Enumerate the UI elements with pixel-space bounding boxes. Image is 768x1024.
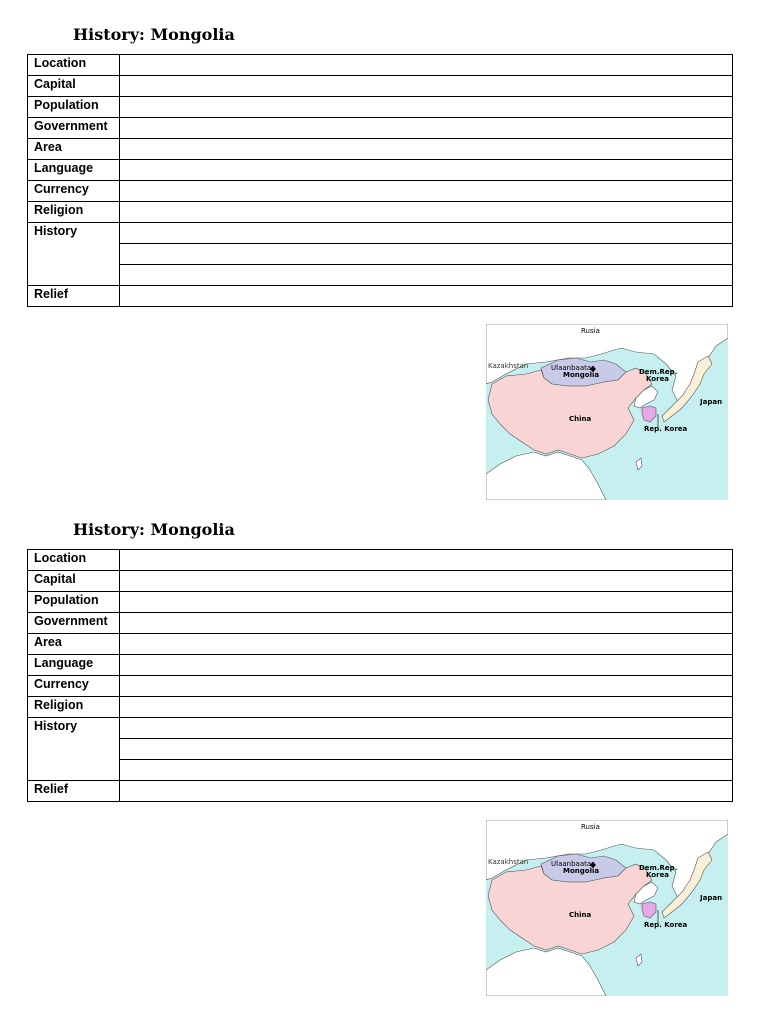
row-label-language: Language: [28, 655, 120, 676]
map-label-north-korea: Dem.Rep.: [639, 864, 678, 872]
table-row: [28, 55, 733, 76]
map-label-kazakhstan: Kazakhstan: [488, 362, 529, 370]
currency-answer-cell[interactable]: [120, 676, 733, 697]
population-answer-cell[interactable]: [120, 97, 733, 118]
table-row: [28, 118, 733, 139]
row-label-population: Population: [28, 592, 120, 613]
history-answer-cell[interactable]: [120, 760, 733, 781]
map-label-south-korea: Rep. Korea: [644, 425, 688, 433]
history-answer-cell[interactable]: [120, 265, 733, 286]
table-row: [28, 181, 733, 202]
row-label-government: Government: [28, 118, 120, 139]
table-row: [28, 739, 733, 760]
population-answer-cell[interactable]: [120, 592, 733, 613]
table-row: [28, 202, 733, 223]
table-row: [28, 718, 733, 739]
table-row: [28, 613, 733, 634]
table-row: [28, 286, 733, 307]
row-label-religion: Religion: [28, 697, 120, 718]
table-row: [28, 655, 733, 676]
table-row: [28, 676, 733, 697]
row-label-population: Population: [28, 97, 120, 118]
row-label-capital: Capital: [28, 76, 120, 97]
table-row: [28, 139, 733, 160]
map-label-japan: Japan: [700, 894, 723, 902]
table-row: [28, 244, 733, 265]
religion-answer-cell[interactable]: [120, 697, 733, 718]
map-label-russia: Rusia: [581, 327, 600, 335]
table-row: [28, 265, 733, 286]
country-info-table: [27, 54, 733, 307]
location-answer-cell[interactable]: [120, 550, 733, 571]
map-label-russia: Rusia: [581, 823, 600, 831]
map-label-japan: Japan: [700, 398, 723, 406]
language-answer-cell[interactable]: [120, 160, 733, 181]
row-label-currency: Currency: [28, 181, 120, 202]
mongolia-region-map: [486, 820, 728, 996]
map-label-china: China: [569, 415, 592, 423]
worksheet-title: History: Mongolia: [73, 25, 235, 44]
table-row: [28, 760, 733, 781]
row-label-government: Government: [28, 613, 120, 634]
country-info-table: [27, 549, 733, 802]
history-answer-cell[interactable]: [120, 739, 733, 760]
language-answer-cell[interactable]: [120, 655, 733, 676]
table-row: [28, 634, 733, 655]
map-label-south-korea: Rep. Korea: [644, 921, 688, 929]
religion-answer-cell[interactable]: [120, 202, 733, 223]
row-label-capital: Capital: [28, 571, 120, 592]
location-answer-cell[interactable]: [120, 55, 733, 76]
table-row: [28, 571, 733, 592]
table-row: [28, 697, 733, 718]
row-label-language: Language: [28, 160, 120, 181]
row-label-location: Location: [28, 550, 120, 571]
worksheet-1: [0, 25, 768, 505]
relief-answer-cell[interactable]: [120, 781, 733, 802]
mongolia-region-map: [486, 324, 728, 500]
currency-answer-cell[interactable]: [120, 181, 733, 202]
table-row: [28, 223, 733, 244]
table-row: [28, 160, 733, 181]
table-row: [28, 97, 733, 118]
row-label-relief: Relief: [28, 286, 120, 307]
map-label-north-korea: Korea: [646, 871, 670, 879]
row-label-area: Area: [28, 139, 120, 160]
map-label-capital: Ulaanbaatar: [551, 860, 595, 868]
map-label-china: China: [569, 911, 592, 919]
map-label-mongolia: Mongolia: [563, 867, 600, 875]
map-label-kazakhstan: Kazakhstan: [488, 858, 529, 866]
government-answer-cell[interactable]: [120, 613, 733, 634]
history-answer-cell[interactable]: [120, 244, 733, 265]
map-label-capital: Ulaanbaatar: [551, 364, 595, 372]
table-row: [28, 592, 733, 613]
area-answer-cell[interactable]: [120, 139, 733, 160]
map-label-mongolia: Mongolia: [563, 371, 600, 379]
row-label-area: Area: [28, 634, 120, 655]
row-label-history: History: [28, 718, 120, 781]
relief-answer-cell[interactable]: [120, 286, 733, 307]
map-label-north-korea: Dem.Rep.: [639, 368, 678, 376]
map-label-north-korea: Korea: [646, 375, 670, 383]
row-label-location: Location: [28, 55, 120, 76]
table-row: [28, 76, 733, 97]
capital-answer-cell[interactable]: [120, 76, 733, 97]
worksheet-title: History: Mongolia: [73, 520, 235, 539]
history-answer-cell[interactable]: [120, 223, 733, 244]
row-label-religion: Religion: [28, 202, 120, 223]
row-label-history: History: [28, 223, 120, 286]
row-label-relief: Relief: [28, 781, 120, 802]
table-row: [28, 781, 733, 802]
area-answer-cell[interactable]: [120, 634, 733, 655]
row-label-currency: Currency: [28, 676, 120, 697]
worksheet-2: [0, 520, 768, 1010]
table-row: [28, 550, 733, 571]
history-answer-cell[interactable]: [120, 718, 733, 739]
capital-answer-cell[interactable]: [120, 571, 733, 592]
government-answer-cell[interactable]: [120, 118, 733, 139]
